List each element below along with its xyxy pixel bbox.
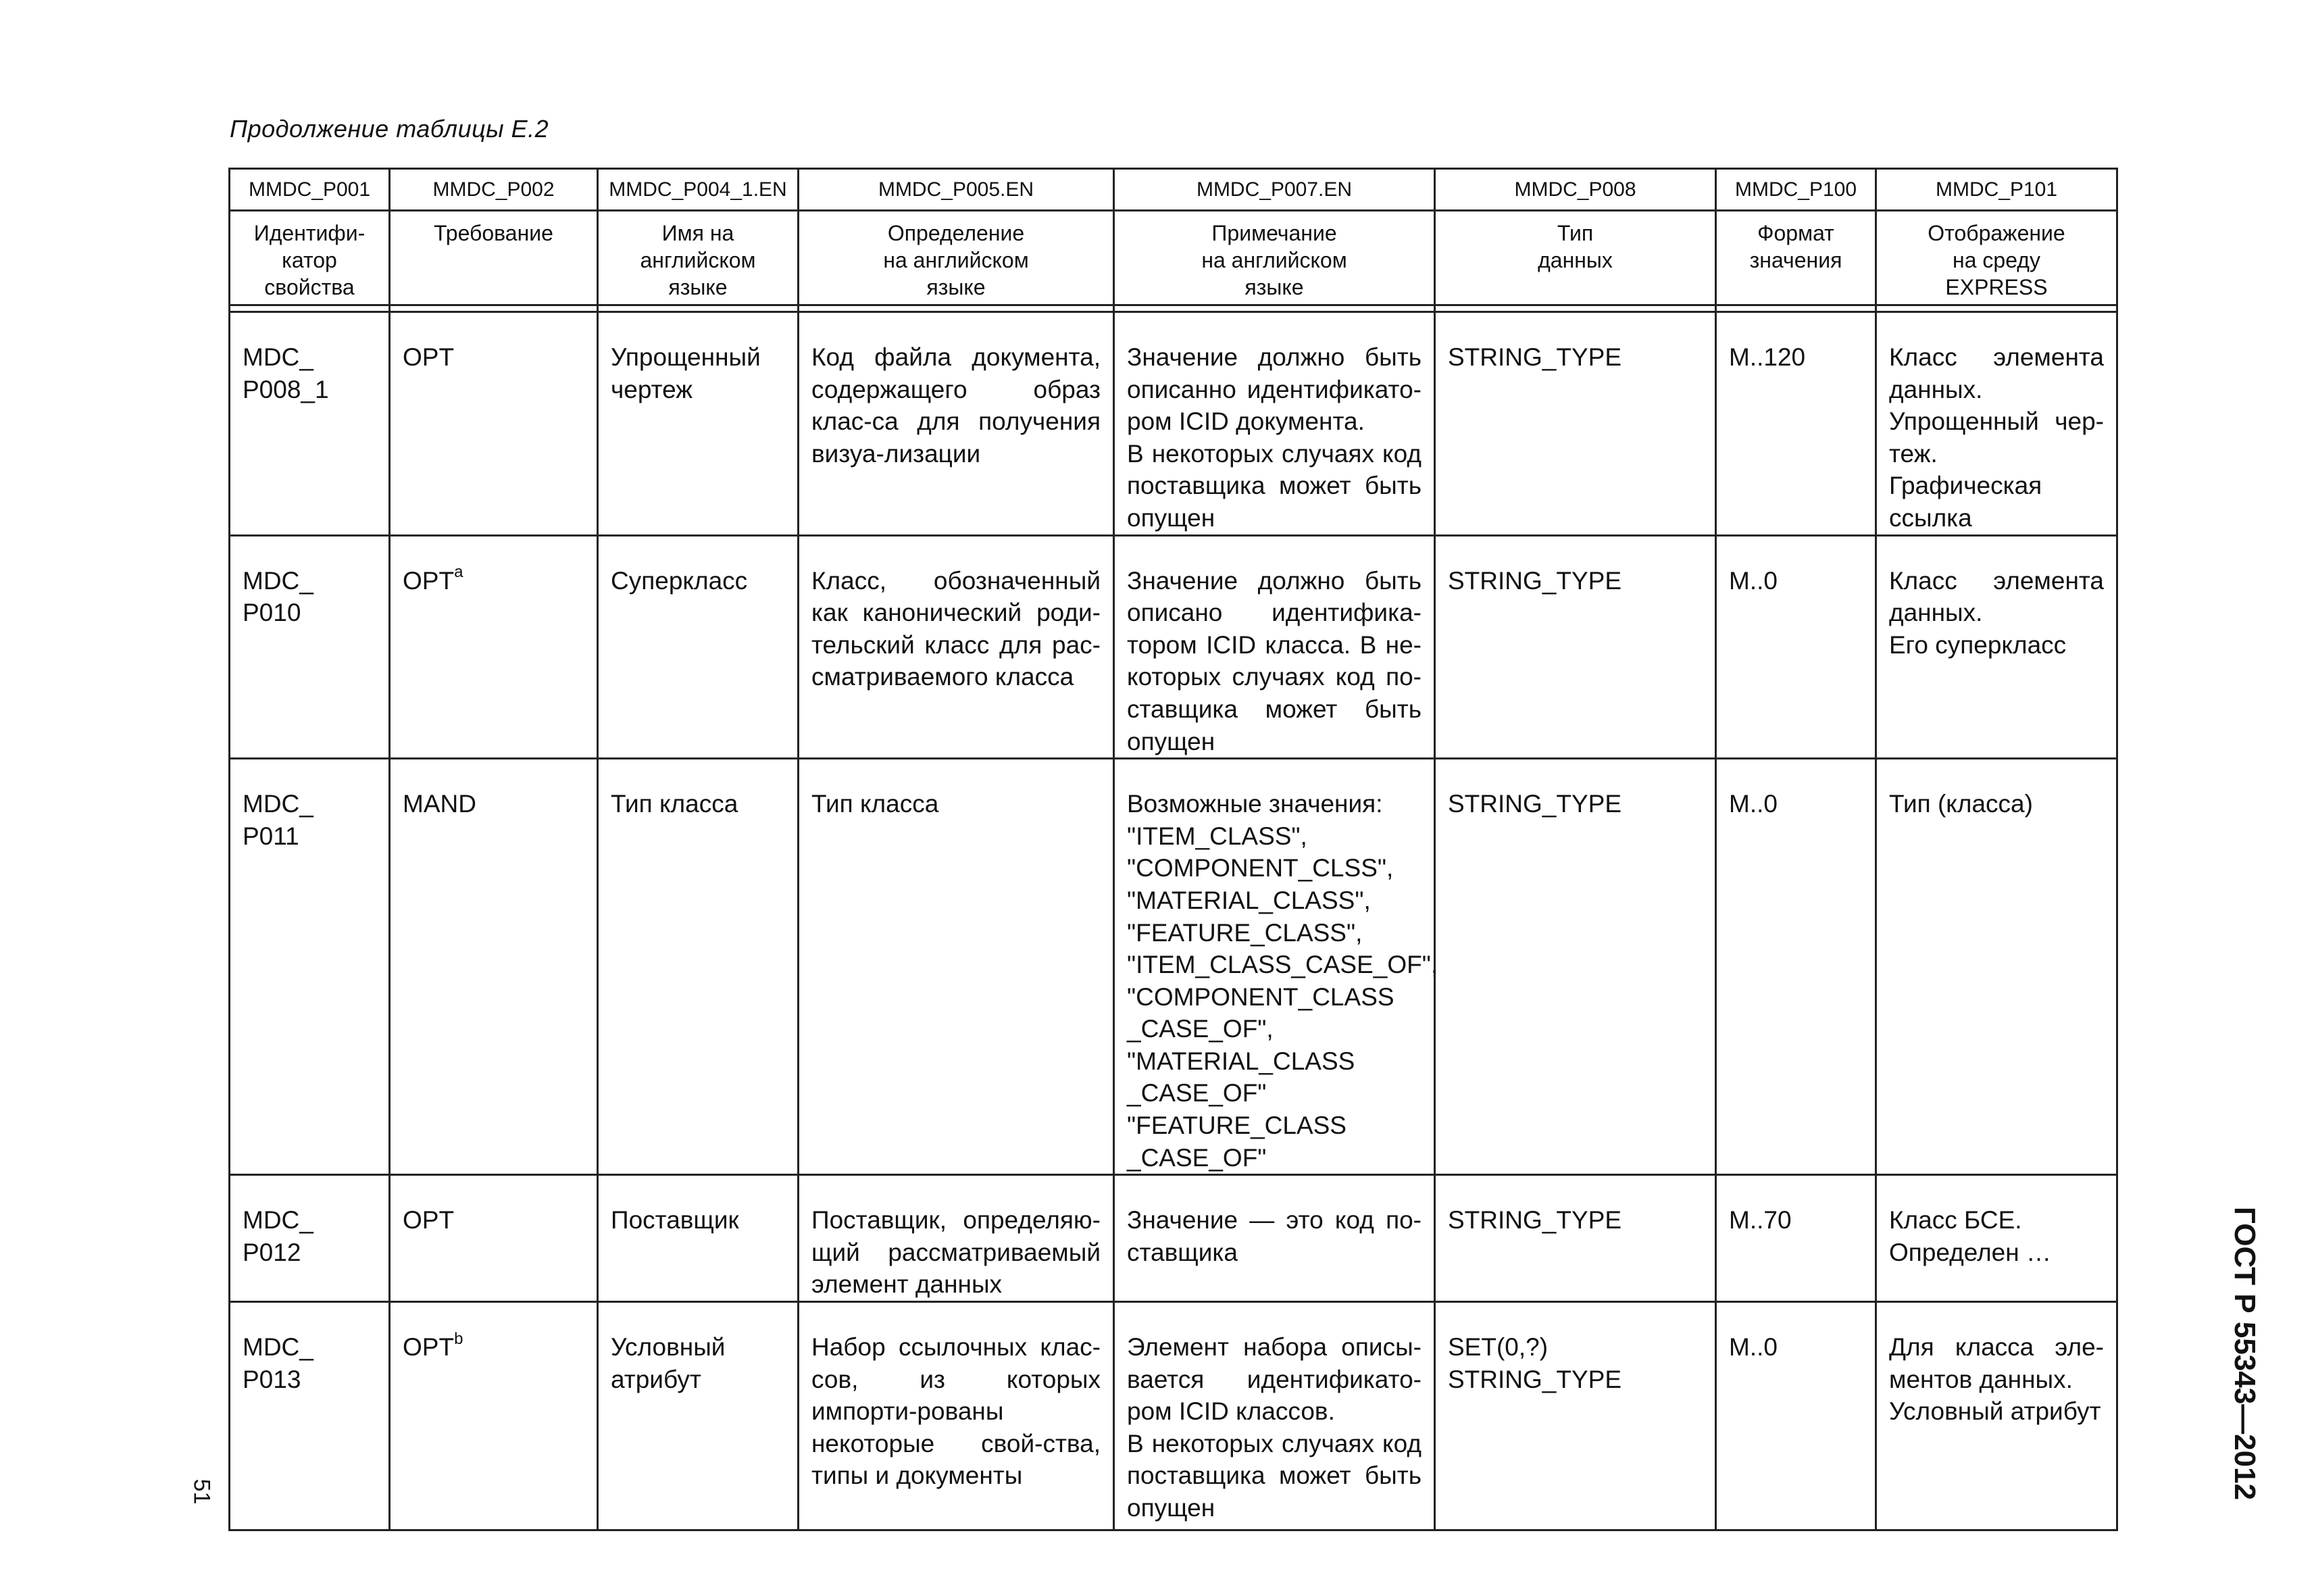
column-header: Требование bbox=[390, 211, 598, 305]
column-header: Имя на английском языке bbox=[598, 211, 799, 305]
table-row bbox=[230, 1302, 2117, 1530]
property-id: MDC_ P012 bbox=[230, 1175, 390, 1302]
table-row bbox=[230, 1175, 2117, 1302]
code-cell: MMDC_P004_1.EN bbox=[598, 169, 799, 211]
express-mapping: Для класса эле-ментов данных. Условный атрибут bbox=[1876, 1302, 2117, 1530]
requirement-value: MAND bbox=[403, 790, 476, 818]
definition: Класс, обозначенный как канонический роди-тельский класс для рас-сматриваемого класса bbox=[799, 535, 1114, 759]
requirement bbox=[390, 535, 598, 759]
code-cell: MMDC_P001 bbox=[230, 169, 390, 211]
code-cell: MMDC_P101 bbox=[1876, 169, 2117, 211]
footnote-mark: a bbox=[454, 563, 463, 582]
definition: Тип класса bbox=[799, 759, 1114, 1175]
note: Возможные значения: "ITEM_CLASS", "COMPONENT_CLSS", "MATERIAL_CLASS", "FEATURE_CLASS", "ITEM_CLASS_CASE_OF", "COMPONENT_CLASS _CASE_OF", "MATERIAL_CLASS _CASE_OF" "FEATURE_CLASS _CASE_OF" bbox=[1114, 759, 1435, 1175]
requirement-value: OPT bbox=[403, 1333, 455, 1362]
requirement-value: OPT bbox=[403, 343, 455, 371]
table-caption: Продолжение таблицы Е.2 bbox=[230, 115, 549, 143]
property-id: MDC_ P010 bbox=[230, 535, 390, 759]
code-cell: MMDC_P007.EN bbox=[1114, 169, 1435, 211]
code-cell: MMDC_P005.EN bbox=[799, 169, 1114, 211]
requirement bbox=[390, 1302, 598, 1530]
column-header: Определение на английском языке bbox=[799, 211, 1114, 305]
column-header: Тип данных bbox=[1435, 211, 1716, 305]
standard-designation: ГОСТ Р 55343—2012 bbox=[2228, 1206, 2261, 1501]
code-cell: MMDC_P002 bbox=[390, 169, 598, 211]
express-mapping: Класс элемента данных. Упрощенный чер-теж. Графическая ссылка bbox=[1876, 312, 2117, 536]
value-format: M..0 bbox=[1716, 759, 1876, 1175]
data-type: STRING_TYPE bbox=[1435, 535, 1716, 759]
value-format: M..70 bbox=[1716, 1175, 1876, 1302]
definition: Набор ссылочных клас-сов, из которых импорти-рованы некоторые свой-ства, типы и документы bbox=[799, 1302, 1114, 1530]
english-name: Условный атрибут bbox=[598, 1302, 799, 1530]
property-id: MDC_ P011 bbox=[230, 759, 390, 1175]
note: Значение должно быть описанно идентификато-ром ICID документа. В некоторых случаях код поставщика может быть опущен bbox=[1114, 312, 1435, 536]
column-header: Формат значения bbox=[1716, 211, 1876, 305]
note: Элемент набора описы-вается идентификато-ром ICID классов. В некоторых случаях код поставщика может быть опущен bbox=[1114, 1302, 1435, 1530]
property-id: MDC_ P013 bbox=[230, 1302, 390, 1530]
table-row bbox=[230, 312, 2117, 536]
english-name: Тип класса bbox=[598, 759, 799, 1175]
value-format: M..0 bbox=[1716, 1302, 1876, 1530]
requirement-value: OPT bbox=[403, 566, 455, 595]
definition: Код файла документа, содержащего образ клас-са для получения визуа-лизации bbox=[799, 312, 1114, 536]
property-id: MDC_ P008_1 bbox=[230, 312, 390, 536]
code-cell: MMDC_P100 bbox=[1716, 169, 1876, 211]
column-header: Примечание на английском языке bbox=[1114, 211, 1435, 305]
table-row bbox=[230, 535, 2117, 759]
data-type: SET(0,?) STRING_TYPE bbox=[1435, 1302, 1716, 1530]
express-mapping: Класс элемента данных. Его суперкласс bbox=[1876, 535, 2117, 759]
note: Значение должно быть описано идентифика-тором ICID класса. В не-которых случаях код по-ставщика может быть опущен bbox=[1114, 535, 1435, 759]
header-separator bbox=[230, 305, 2117, 312]
requirement bbox=[390, 312, 598, 536]
note: Значение — это код по-ставщика bbox=[1114, 1175, 1435, 1302]
english-name: Поставщик bbox=[598, 1175, 799, 1302]
page-number: 51 bbox=[188, 1478, 215, 1505]
column-header: Идентифи- катор свойства bbox=[230, 211, 390, 305]
value-format: M..120 bbox=[1716, 312, 1876, 536]
express-mapping: Класс БСЕ. Определен … bbox=[1876, 1175, 2117, 1302]
header-row bbox=[230, 211, 2117, 305]
definition: Поставщик, определяю-щий рассматриваемый элемент данных bbox=[799, 1175, 1114, 1302]
footnote-mark: b bbox=[454, 1329, 463, 1348]
column-header: Отображение на среду EXPRESS bbox=[1876, 211, 2117, 305]
requirement bbox=[390, 759, 598, 1175]
code-row bbox=[230, 169, 2117, 211]
code-cell: MMDC_P008 bbox=[1435, 169, 1716, 211]
value-format: M..0 bbox=[1716, 535, 1876, 759]
data-type: STRING_TYPE bbox=[1435, 312, 1716, 536]
express-mapping: Тип (класса) bbox=[1876, 759, 2117, 1175]
requirement bbox=[390, 1175, 598, 1302]
english-name: Упрощенный чертеж bbox=[598, 312, 799, 536]
requirement-value: OPT bbox=[403, 1206, 455, 1235]
data-type: STRING_TYPE bbox=[1435, 1175, 1716, 1302]
english-name: Суперкласс bbox=[598, 535, 799, 759]
table-row bbox=[230, 759, 2117, 1175]
properties-table bbox=[228, 168, 2118, 1531]
data-type: STRING_TYPE bbox=[1435, 759, 1716, 1175]
